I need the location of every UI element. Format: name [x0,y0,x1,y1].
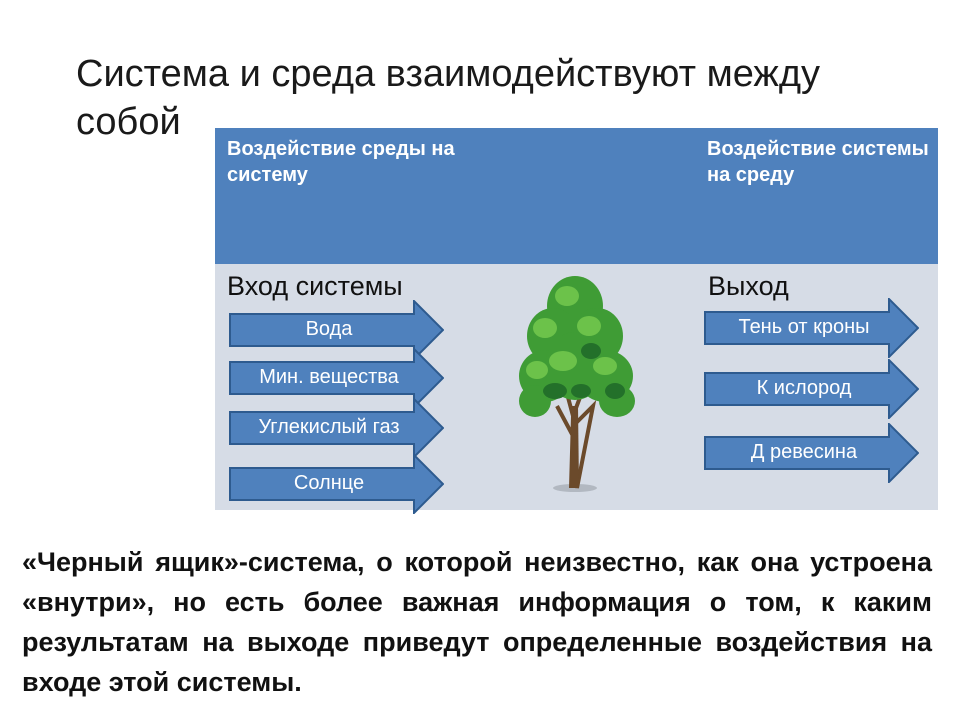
input-label: Мин. вещества [259,366,399,388]
left-heading: Воздействие среды на систему [227,138,455,186]
right-heading: Воздействие системы на среду [707,138,929,186]
input-label: Углекислый газ [258,416,400,438]
system-environment-panel [215,128,938,510]
output-arrow [704,359,919,419]
output-title: Выход [708,271,789,301]
tree-image [505,266,645,496]
black-box-description: «Черный ящик»-система, о которой неизвестно, как она устроена «внутри», но есть более важная информация о том, к каким результатам на выходе приведут определенные воздействия на входе этой системы. [22,547,932,697]
output-arrow [704,423,919,483]
input-title: Вход системы [227,271,403,301]
output-label: К ислород [756,377,852,399]
input-label: Солнце [293,472,365,494]
output-label: Тень от кроны [738,316,870,338]
input-label: Вода [305,318,353,340]
output-label: Д ревесина [750,441,858,463]
input-arrow [229,398,444,458]
slide-title: Система и среда взаимодействуют между собой [76,53,820,143]
output-arrow [704,298,919,358]
tree-icon [505,266,645,496]
input-arrow [229,454,444,514]
panel-header [215,128,938,264]
